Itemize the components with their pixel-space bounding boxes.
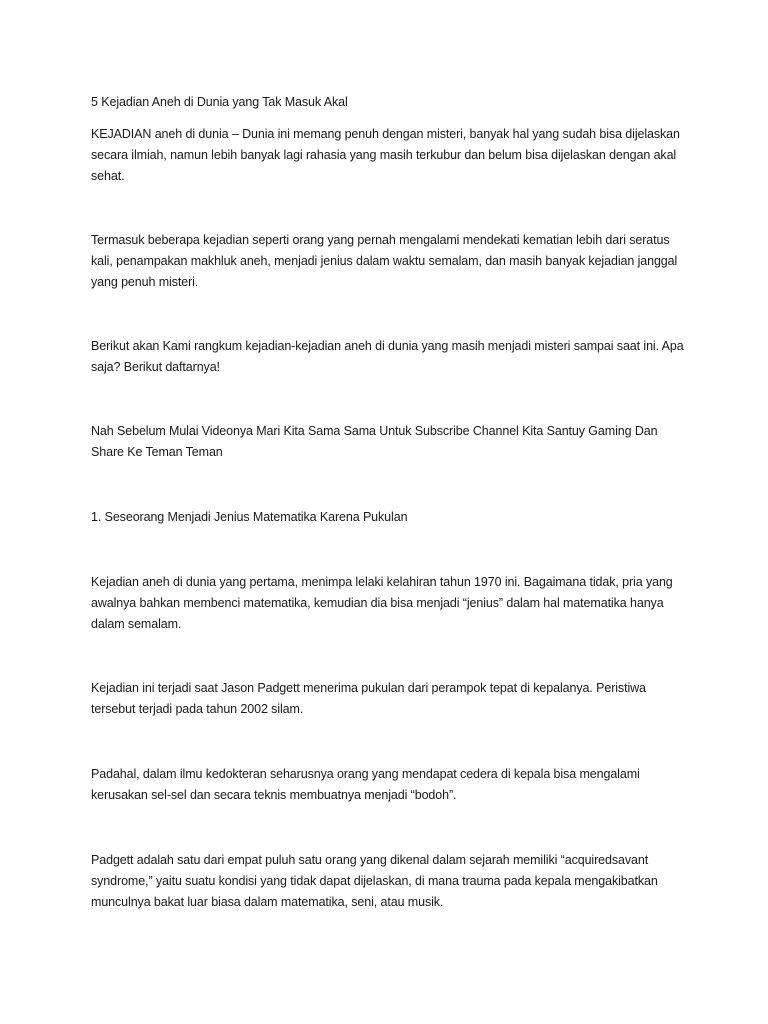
paragraph: Berikut akan Kami rangkum kejadian-kejadian aneh di dunia yang masih menjadi misteri sampai saat ini. Apa saja? Berikut daftarnya! <box>91 339 684 374</box>
section-heading: 1. Seseorang Menjadi Jenius Matematika Karena Pukulan <box>91 510 408 524</box>
paragraph: Termasuk beberapa kejadian seperti orang yang pernah mengalami mendekati kematian lebih dari seratus kali, penampakan makhluk aneh, menjadi jenius dalam waktu semalam, dan masih banyak kejadian janggal yang penuh misteri. <box>91 233 678 289</box>
section-paragraph: Kejadian ini terjadi saat Jason Padgett menerima pukulan dari perampok tepat di kepalanya. Peristiwa tersebut terjadi pada tahun 2002 silam. <box>91 681 646 716</box>
intro-paragraph: KEJADIAN aneh di dunia – Dunia ini memang penuh dengan misteri, banyak hal yang sudah bisa dijelaskan secara ilmiah, namun lebih banyak lagi rahasia yang masih terkubur dan belum bisa dijelaskan dengan akal sehat. <box>91 127 680 183</box>
subscribe-paragraph: Nah Sebelum Mulai Videonya Mari Kita Sama Sama Untuk Subscribe Channel Kita Santuy Gaming Dan Share Ke Teman Teman <box>91 424 658 459</box>
section-paragraph: Padahal, dalam ilmu kedokteran seharusnya orang yang mendapat cedera di kepala bisa mengalami kerusakan sel-sel dan secara teknis membuatnya menjadi “bodoh”. <box>91 767 640 802</box>
section-paragraph: Kejadian aneh di dunia yang pertama, menimpa lelaki kelahiran tahun 1970 ini. Bagaimana tidak, pria yang awalnya bahkan membenci matematika, kemudian dia bisa menjadi “jenius” dalam hal matematika hanya dalam semalam. <box>91 575 673 631</box>
document-title: 5 Kejadian Aneh di Dunia yang Tak Masuk Akal <box>91 95 348 109</box>
section-paragraph: Padgett adalah satu dari empat puluh satu orang yang dikenal dalam sejarah memiliki “acquiredsavant syndrome,” yaitu suatu kondisi yang tidak dapat dijelaskan, di mana trauma pada kepala mengakibatkan munculnya bakat luar biasa dalam matematika, seni, atau musik. <box>91 853 658 909</box>
